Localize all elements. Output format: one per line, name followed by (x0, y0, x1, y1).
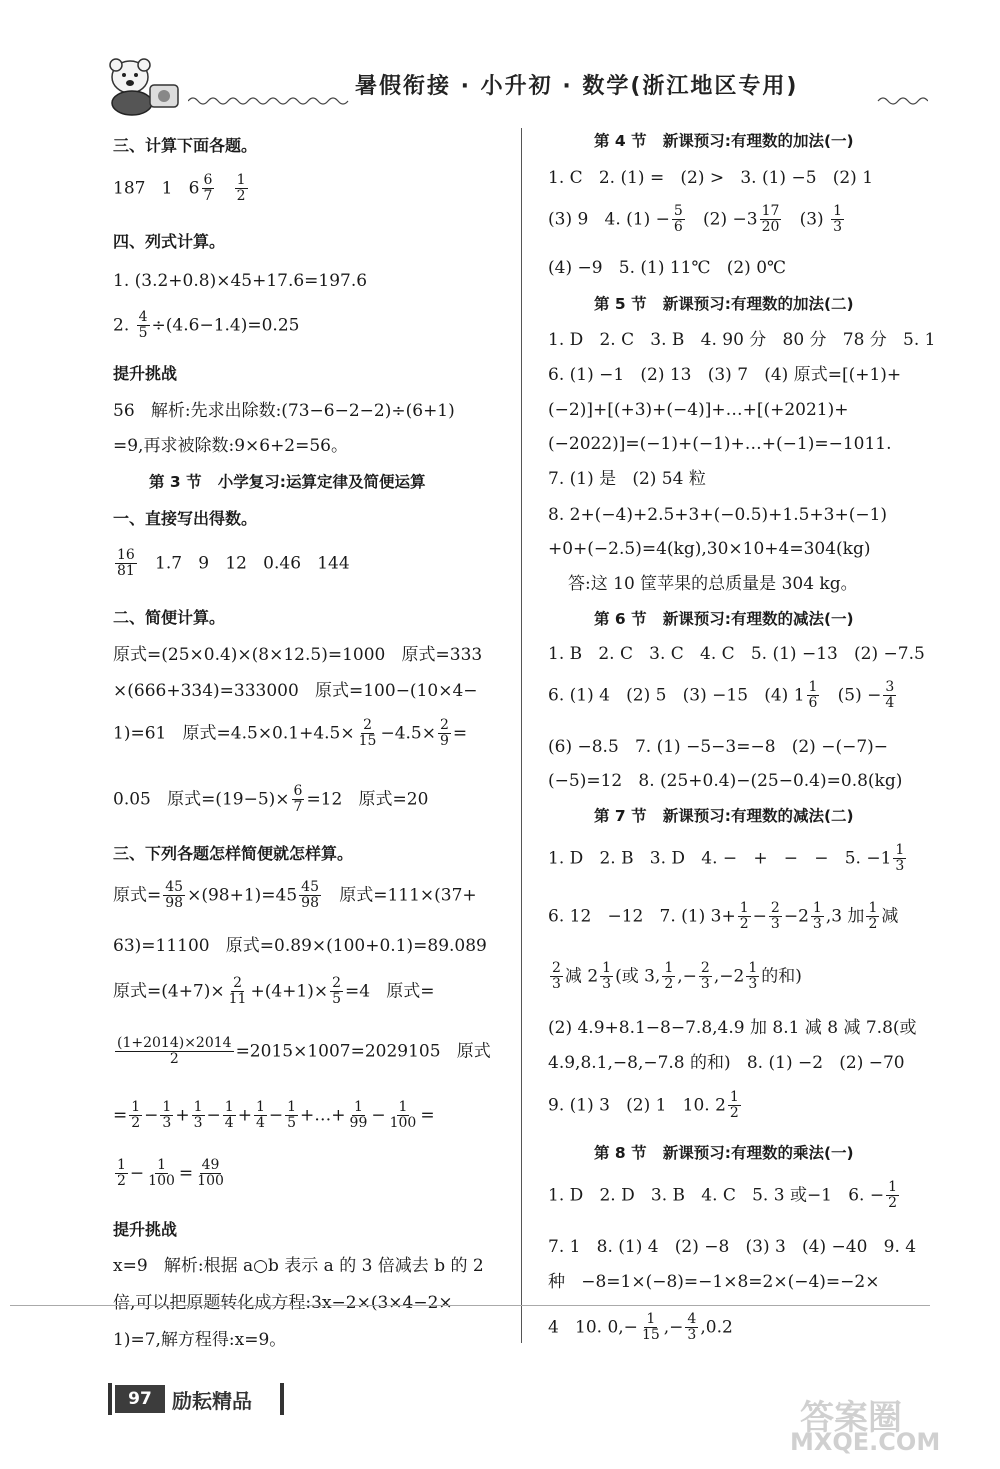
left-line-12: 原式=(25×0.4)×(8×12.5)=1000 原式=333 (113, 645, 483, 665)
left-line-3: 1. (3.2+0.8)×45+17.6=197.6 (113, 271, 368, 291)
left-line-1: 187 1 6 $\frac{6}{7}$ $\frac{1}{2}$ (113, 172, 246, 205)
right-line-22: (2) 4.9+8.1−8−7.8,4.9 加 8.1 减 8 减 7.8(或 (548, 1018, 917, 1038)
right-line-10: 8. 2+(−4)+2.5+3+(−0.5)+1.5+3+(−1) (548, 505, 888, 525)
right-line-19: 1. D 2. B 3. D 4. − + − − 5. −1 $\frac{1}{3}$ (548, 842, 905, 875)
left-line-17: 原式= $\frac{45}{98}$ ×(98+1)=45 $\frac{45}{98}$ 原式=111×(37+ (113, 879, 477, 912)
right-line-24: 9. (1) 3 (2) 1 10. 2 $\frac{1}{2}$ (548, 1089, 739, 1122)
left-line-13: ×(666+334)=333000 原式=100−(10×4− (113, 681, 478, 701)
right-line-6: 6. (1) −1 (2) 13 (3) 7 (4) 原式=[(+1)+ (548, 365, 902, 385)
left-line-26: 1)=7,解方程得:x=9。 (113, 1330, 287, 1350)
watermark-url: MXQE.COM (790, 1428, 941, 1456)
left-line-23: 提升挑战 (113, 1220, 178, 1239)
right-line-0: 第 4 节 新课预习:有理数的加法(一) (594, 132, 854, 150)
right-line-11: +0+(−2.5)=4(kg),30×10+4=304(kg) (548, 539, 871, 559)
left-line-14: 1)=61 原式=4.5×0.1+4.5× $\frac{2}{15}$ −4.5× $\frac{2}{9}$ = (113, 717, 468, 750)
right-line-5: 1. D 2. C 3. B 4. 90 分 80 分 78 分 5. 1 (548, 330, 936, 350)
footer-bar-right (280, 1383, 284, 1415)
right-line-8: (−2022)]=(−1)+(−1)+…+(−1)=−1011. (548, 434, 892, 454)
right-line-18: 第 7 节 新课预习:有理数的减法(二) (594, 807, 854, 825)
watermark-logo: 答案圈 (800, 1398, 902, 1438)
right-line-13: 第 6 节 新课预习:有理数的减法(一) (594, 610, 854, 628)
left-line-6: 56 解析:先求出除数:(73−6−2−2)÷(6+1) (113, 401, 455, 421)
right-line-4: 第 5 节 新课预习:有理数的加法(二) (594, 295, 854, 313)
left-line-19: 原式=(4+7)× $\frac{2}{11}$ +(4+1)× $\frac{2}{5}$ =4 原式= (113, 975, 435, 1008)
footer-bar-left (108, 1383, 112, 1415)
right-line-21: $\frac{2}{3}$ 减 2 $\frac{1}{3}$ (或 3, $\frac{1}{2}$ ,− $\frac{2}{3}$ ,−2 $\frac{1}{3}$ 的和) (552, 960, 802, 993)
right-line-27: 7. 1 8. (1) 4 (2) −8 (3) 3 (4) −40 9. 4 (548, 1237, 917, 1257)
left-line-16: 三、下列各题怎样简便就怎样算。 (113, 844, 354, 863)
right-line-20: 6. 12 −12 7. (1) 3+ $\frac{1}{2}$ − $\frac{2}{3}$ −2 $\frac{1}{3}$ ,3 加 $\frac{1}{2}$ 减 (548, 900, 899, 933)
page-header (100, 55, 940, 120)
left-line-4: 2. $\frac{4}{5}$ ÷(4.6−1.4)=0.25 (113, 309, 300, 342)
left-line-20: $\frac{(1+2014)\times 2014}{2}$ =2015×1007=2029105 原式 (117, 1035, 491, 1068)
left-line-24: x=9 解析:根据 a○b 表示 a 的 3 倍减去 b 的 2 (113, 1256, 484, 1276)
right-line-1: 1. C 2. (1) = (2) > 3. (1) −5 (2) 1 (548, 168, 874, 188)
left-line-11: 二、简便计算。 (113, 608, 226, 627)
left-line-7: =9,再求被除数:9×6+2=56。 (113, 436, 349, 456)
left-line-18: 63)=11100 原式=0.89×(100+0.1)=89.089 (113, 936, 487, 956)
right-line-7: (−2)]+[(+3)+(−4)]+…+[(+2021)+ (548, 400, 849, 420)
right-line-2: (3) 9 4. (1) − $\frac{5}{6}$ (2) −3 $\frac{17}{20}$ (3) $\frac{1}{3}$ (548, 203, 843, 236)
right-line-3: (4) −9 5. (1) 11℃ (2) 0℃ (548, 258, 787, 278)
header-title: 暑假衔接 · 小升初 · 数学(浙江地区专用) (355, 74, 799, 99)
left-line-9: 一、直接写出得数。 (113, 509, 258, 528)
right-line-15: 6. (1) 4 (2) 5 (3) −15 (4) 1 $\frac{1}{6}$ (5) − $\frac{3}{4}$ (548, 679, 895, 712)
bear-mascot-icon (100, 55, 190, 117)
left-line-0: 三、计算下面各题。 (113, 136, 258, 155)
right-line-26: 1. D 2. D 3. B 4. C 5. 3 或−1 6. − $\frac{1}{2}$ (548, 1179, 898, 1212)
right-line-17: (−5)=12 8. (25+0.4)−(25−0.4)=0.8(kg) (548, 771, 903, 791)
right-line-29: 4 10. 0,− $\frac{1}{15}$ ,− $\frac{4}{3}$ ,0.2 (548, 1311, 733, 1344)
right-line-12: 答:这 10 筐苹果的总质量是 304 kg。 (568, 574, 858, 594)
right-line-9: 7. (1) 是 (2) 54 粒 (548, 469, 706, 489)
right-line-23: 4.9,8.1,−8,−7.8 的和) 8. (1) −2 (2) −70 (548, 1053, 905, 1073)
right-line-25: 第 8 节 新课预习:有理数的乘法(一) (594, 1144, 854, 1162)
left-line-10: $\frac{16}{81}$ 1.7 9 12 0.46 144 (117, 547, 350, 580)
left-line-2: 四、列式计算。 (113, 232, 226, 251)
left-line-25: 倍,可以把原题转化成方程:3x−2×(3×4−2× (113, 1293, 453, 1313)
right-line-16: (6) −8.5 7. (1) −5−3=−8 (2) −(−7)− (548, 737, 889, 757)
left-line-22: $\frac{1}{2}$ − $\frac{1}{100}$ = $\frac{49}{100}$ (117, 1157, 224, 1190)
left-line-15: 0.05 原式=(19−5)× $\frac{6}{7}$ =12 原式=20 (113, 783, 429, 816)
left-line-8: 第 3 节 小学复习:运算定律及简便运算 (149, 473, 426, 491)
brand-label: 励耘精品 (172, 1389, 252, 1413)
right-line-14: 1. B 2. C 3. C 4. C 5. (1) −13 (2) −7.5 (548, 644, 925, 664)
right-line-28: 种 −8=1×(−8)=−1×8=2×(−4)=−2× (548, 1272, 880, 1292)
left-line-5: 提升挑战 (113, 364, 178, 383)
left-line-21: = $\frac{1}{2}$ − $\frac{1}{3}$ + $\frac{1}{3}$ − $\frac{1}{4}$ + $\frac{1}{4}$ − $\frac{1}{5}$ +…+ $\frac{1}{99}$ − $\frac{1}{100}$ = (113, 1099, 435, 1132)
column-divider (521, 128, 522, 1343)
footer-rule (10, 1305, 930, 1306)
page-number: 97 (115, 1385, 165, 1413)
